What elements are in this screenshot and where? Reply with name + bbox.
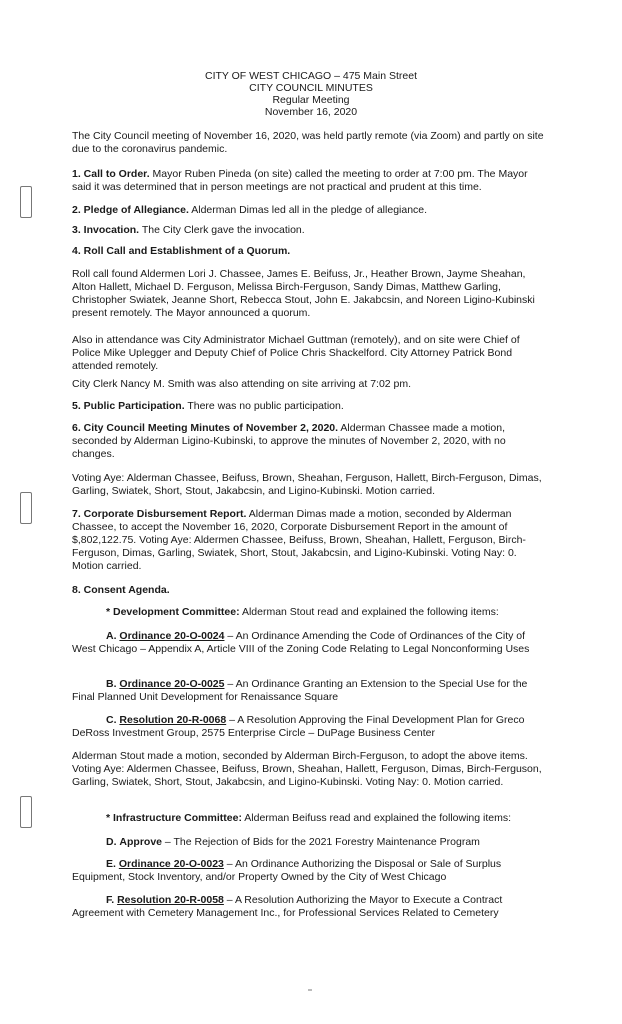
section-call-to-order <box>72 168 546 194</box>
section-title: 2. Pledge of Allegiance. <box>72 204 189 216</box>
section-title: 3. Invocation. <box>72 224 140 236</box>
minutes-vote-paragraph: Voting Aye: Alderman Chassee, Beifuss, Brown, Sheahan, Ferguson, Hallett, Birch-Ferguson, Dimas, Garling, Swiatek, Short, Stout, Jakabcsin, and Ligino-Kubinski. Motion carried. <box>72 472 542 497</box>
punch-hole-mark <box>20 492 32 524</box>
committee-title: * Infrastructure Committee: <box>106 812 242 824</box>
item-letter: E. <box>106 858 116 870</box>
item-reference: Approve <box>119 836 163 848</box>
header-city: CITY OF WEST CHICAGO – 475 Main Street <box>204 70 417 82</box>
item-letter: D. <box>106 836 117 848</box>
header-title: CITY COUNCIL MINUTES <box>249 82 373 94</box>
document-header <box>0 70 622 118</box>
section-disbursement <box>72 508 546 573</box>
item-c <box>72 714 546 740</box>
item-text: – An Ordinance Authorizing the Disposal or Sale of Surplus Equipment, Stock Inventory, and/or Property Owned by the City of West Chicago <box>72 858 502 883</box>
clerk-paragraph: City Clerk Nancy M. Smith was also attending on site arriving at 7:02 pm. <box>72 378 412 390</box>
item-reference: Ordinance 20-O-0024 <box>119 630 225 642</box>
header-meeting-type: Regular Meeting <box>272 94 350 106</box>
section-text: Alderman Dimas led all in the pledge of allegiance. <box>188 204 428 216</box>
section-roll-call <box>72 245 546 258</box>
infrastructure-committee <box>106 812 546 825</box>
item-letter: C. <box>106 714 117 726</box>
item-d <box>72 836 546 849</box>
item-text: – A Resolution Authorizing the Mayor to Execute a Contract Agreement with Cemetery Management Inc., for Professional Services Related to Cemetery <box>72 894 503 919</box>
section-title: 7. Corporate Disbursement Report. <box>72 508 247 520</box>
section-minutes <box>72 422 546 461</box>
item-reference: Ordinance 20-O-0023 <box>118 858 224 870</box>
committee-text: Alderman Stout read and explained the following items: <box>239 606 499 618</box>
committee-title: * Development Committee: <box>106 606 240 618</box>
item-letter: F. <box>106 894 115 906</box>
development-committee <box>106 606 546 619</box>
section-pledge <box>72 204 546 217</box>
section-text: There was no public participation. <box>184 400 344 412</box>
item-f <box>72 894 546 920</box>
section-text: Alderman Dimas made a motion, seconded by Alderman Chassee, to accept the November 16, 2020, Corporate Disbursement Report in the amount of $,802,122.75. Voting Aye: Aldermen Chassee, Beifuss, Brown, Sheahan, Hallett, Ferguson, Birch-Ferguson, Dimas, Garling, Swiatek, Short, Stout, Jakabcsin, and Ligino-Kubinski. Voting Nay: 0. Motion carried. <box>72 508 526 572</box>
header-date: November 16, 2020 <box>264 106 358 118</box>
section-text: Mayor Ruben Pineda (on site) called the meeting to order at 7:00 pm. The Mayor said it was determined that in person meetings are not practical and prudent at this time. <box>72 168 528 193</box>
section-title: 6. City Council Meeting Minutes of November 2, 2020. <box>72 422 339 434</box>
section-title: 8. Consent Agenda. <box>72 584 170 596</box>
scan-speck <box>308 989 312 991</box>
attendance-paragraph: Also in attendance was City Administrator Michael Guttman (remotely), and on site were Chief of Police Mike Uplegger and Deputy Chief of Police Chris Shackelford. City Attorney Patrick Bond attended remotely. <box>72 334 520 372</box>
section-invocation <box>72 224 546 237</box>
intro-paragraph: The City Council meeting of November 16, 2020, was held partly remote (via Zoom) and partly on site due to the coronavirus pandemic. <box>72 130 544 155</box>
item-text: – The Rejection of Bids for the 2021 Forestry Maintenance Program <box>162 836 480 848</box>
item-text: – A Resolution Approving the Final Development Plan for Greco DeRoss Investment Group, 2575 Enterprise Circle – DuPage Business Center <box>72 714 525 739</box>
roll-call-paragraph: Roll call found Aldermen Lori J. Chassee, James E. Beifuss, Jr., Heather Brown, Jayme Sheahan, Alton Hallett, Michael D. Ferguson, Melissa Birch-Ferguson, Sandy Dimas, Matthew Garling, Christopher Swiatek, Jeanne Short, Rebecca Stout, John E. Jakabcsin, and Noreen Ligino-Kubinski present remotely. The Mayor announced a quorum. <box>72 268 535 319</box>
item-reference: Resolution 20-R-0058 <box>117 894 224 906</box>
item-b <box>72 678 546 704</box>
committee-text: Alderman Beifuss read and explained the following items: <box>241 812 512 824</box>
section-public-participation <box>72 400 546 413</box>
item-reference: Resolution 20-R-0068 <box>119 714 227 726</box>
item-letter: B. <box>106 678 117 690</box>
item-reference: Ordinance 20-O-0025 <box>119 678 225 690</box>
section-title: 4. Roll Call and Establishment of a Quorum. <box>72 245 291 257</box>
section-text: Alderman Chassee made a motion, seconded by Alderman Ligino-Kubinski, to approve the minutes of November 2, 2020, with no changes. <box>72 422 506 460</box>
development-vote-paragraph: Alderman Stout made a motion, seconded by Alderman Birch-Ferguson, to adopt the above items. Voting Aye: Aldermen Chassee, Beifuss, Brown, Sheahan, Hallett, Ferguson, Dimas, Birch-Ferguson, Garling, Swiatek, Short, Stout, Jakabcsin, and Ligino-Kubinski. Voting Nay: 0. Motion carried. <box>72 750 542 788</box>
section-title: 1. Call to Order. <box>72 168 150 180</box>
item-text: – An Ordinance Amending the Code of Ordinances of the City of West Chicago – Appendix A, Article VIII of the Zoning Code Relating to Legal Nonconforming Uses <box>72 630 530 655</box>
punch-hole-mark <box>20 186 32 218</box>
punch-hole-mark <box>20 796 32 828</box>
item-e <box>72 858 546 884</box>
section-text: The City Clerk gave the invocation. <box>139 224 305 236</box>
item-letter: A. <box>106 630 117 642</box>
item-a <box>72 630 546 656</box>
section-consent-agenda <box>72 584 546 597</box>
item-text: – An Ordinance Granting an Extension to the Special Use for the Final Planned Unit Development for Renaissance Square <box>72 678 528 703</box>
section-title: 5. Public Participation. <box>72 400 185 412</box>
